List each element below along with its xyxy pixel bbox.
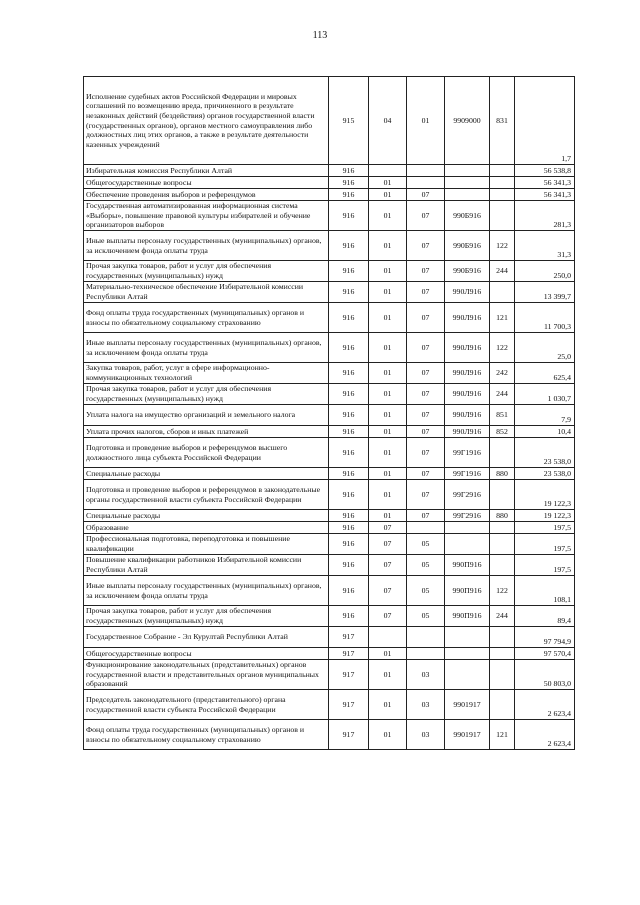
- row-rz: 01: [369, 363, 407, 384]
- row-vr: 852: [490, 426, 515, 438]
- row-pr: [407, 177, 445, 189]
- row-name: Уплата налога на имущество организаций и земельного налога: [84, 405, 329, 426]
- row-rz: 04: [369, 77, 407, 165]
- row-name: Специальные расходы: [84, 468, 329, 480]
- row-pr: 07: [407, 480, 445, 510]
- row-pr: 07: [407, 261, 445, 282]
- row-sum: 197,5: [515, 522, 575, 534]
- row-sum: 25,0: [515, 333, 575, 363]
- row-sum: 56 341,3: [515, 189, 575, 201]
- table-row: [84, 282, 575, 303]
- table-row: [84, 231, 575, 261]
- row-ved: 916: [329, 576, 369, 606]
- table-row: [84, 510, 575, 522]
- table-row: [84, 534, 575, 555]
- row-rz: 01: [369, 231, 407, 261]
- row-rz: 01: [369, 201, 407, 231]
- row-rz: 01: [369, 720, 407, 750]
- row-ved: 916: [329, 231, 369, 261]
- row-rz: 07: [369, 606, 407, 627]
- row-pr: 07: [407, 426, 445, 438]
- row-pr: [407, 165, 445, 177]
- row-name: Образование: [84, 522, 329, 534]
- table-row: [84, 720, 575, 750]
- row-csr: 9901917: [445, 690, 490, 720]
- row-vr: 244: [490, 261, 515, 282]
- row-ved: 916: [329, 165, 369, 177]
- row-ved: 917: [329, 720, 369, 750]
- row-sum: 197,5: [515, 555, 575, 576]
- table-row: [84, 660, 575, 690]
- row-csr: [445, 189, 490, 201]
- row-name: Специальные расходы: [84, 510, 329, 522]
- row-name: Материально-техническое обеспечение Избирательной комиссии Республики Алтай: [84, 282, 329, 303]
- row-csr: 99Г1916: [445, 438, 490, 468]
- table-row: [84, 77, 575, 165]
- row-ved: 916: [329, 480, 369, 510]
- row-rz: 01: [369, 405, 407, 426]
- row-ved: 916: [329, 282, 369, 303]
- row-rz: 07: [369, 576, 407, 606]
- row-pr: 07: [407, 405, 445, 426]
- row-pr: 07: [407, 282, 445, 303]
- row-rz: 07: [369, 555, 407, 576]
- row-pr: 07: [407, 384, 445, 405]
- row-pr: 05: [407, 576, 445, 606]
- row-sum: 108,1: [515, 576, 575, 606]
- row-sum: 2 623,4: [515, 720, 575, 750]
- row-sum: 7,9: [515, 405, 575, 426]
- row-vr: 851: [490, 405, 515, 426]
- row-name: Профессиональная подготовка, переподготовка и повышение квалификации: [84, 534, 329, 555]
- row-csr: 99Г2916: [445, 480, 490, 510]
- row-sum: 97 570,4: [515, 648, 575, 660]
- row-csr: [445, 627, 490, 648]
- row-sum: 19 122,3: [515, 510, 575, 522]
- row-csr: 99Г2916: [445, 510, 490, 522]
- row-rz: 01: [369, 261, 407, 282]
- row-ved: 916: [329, 363, 369, 384]
- row-name: Общегосударственные вопросы: [84, 648, 329, 660]
- row-pr: 07: [407, 333, 445, 363]
- row-vr: [490, 201, 515, 231]
- row-pr: 05: [407, 555, 445, 576]
- row-vr: 122: [490, 333, 515, 363]
- table-row: [84, 405, 575, 426]
- row-name: Общегосударственные вопросы: [84, 177, 329, 189]
- row-csr: 990Л916: [445, 333, 490, 363]
- row-pr: 01: [407, 77, 445, 165]
- table-row: [84, 303, 575, 333]
- row-sum: 89,4: [515, 606, 575, 627]
- row-vr: [490, 534, 515, 555]
- row-vr: 244: [490, 606, 515, 627]
- row-rz: 07: [369, 522, 407, 534]
- row-vr: [490, 189, 515, 201]
- row-csr: [445, 648, 490, 660]
- row-ved: 917: [329, 690, 369, 720]
- row-sum: 2 623,4: [515, 690, 575, 720]
- row-ved: 916: [329, 303, 369, 333]
- row-sum: 23 538,0: [515, 438, 575, 468]
- row-ved: 916: [329, 426, 369, 438]
- row-sum: 23 538,0: [515, 468, 575, 480]
- row-name: Иные выплаты персоналу государственных (муниципальных) органов, за исключением фонда оплаты труда: [84, 333, 329, 363]
- row-csr: 990Б916: [445, 231, 490, 261]
- row-rz: 01: [369, 282, 407, 303]
- table-row: [84, 333, 575, 363]
- row-rz: 01: [369, 438, 407, 468]
- row-pr: 05: [407, 534, 445, 555]
- row-name: Государственная автоматизированная информационная система «Выборы», повышение правовой культуры избирателей и обучение организаторов выборов: [84, 201, 329, 231]
- row-csr: 990П916: [445, 555, 490, 576]
- row-vr: 831: [490, 77, 515, 165]
- row-ved: 916: [329, 534, 369, 555]
- table-row: [84, 201, 575, 231]
- row-name: Подготовка и проведение выборов и референдумов высшего должностного лица субъекта Российской Федерации: [84, 438, 329, 468]
- row-rz: 01: [369, 303, 407, 333]
- row-ved: 917: [329, 627, 369, 648]
- row-name: Фонд оплаты труда государственных (муниципальных) органов и взносы по обязательному социальному страхованию: [84, 720, 329, 750]
- budget-table: [83, 76, 575, 750]
- row-csr: 990Л916: [445, 363, 490, 384]
- table-row: [84, 522, 575, 534]
- row-vr: [490, 438, 515, 468]
- row-rz: 01: [369, 384, 407, 405]
- row-pr: 07: [407, 510, 445, 522]
- row-csr: [445, 165, 490, 177]
- row-vr: 242: [490, 363, 515, 384]
- row-rz: 01: [369, 660, 407, 690]
- row-name: Уплата прочих налогов, сборов и иных платежей: [84, 426, 329, 438]
- row-ved: 917: [329, 660, 369, 690]
- table-row: [84, 426, 575, 438]
- table-row: [84, 384, 575, 405]
- row-vr: [490, 690, 515, 720]
- row-rz: 01: [369, 468, 407, 480]
- row-rz: 01: [369, 333, 407, 363]
- row-csr: 99Г1916: [445, 468, 490, 480]
- row-pr: 07: [407, 189, 445, 201]
- row-sum: 625,4: [515, 363, 575, 384]
- row-name: Повышение квалификации работников Избирательной комиссии Республики Алтай: [84, 555, 329, 576]
- row-csr: [445, 660, 490, 690]
- row-rz: 01: [369, 177, 407, 189]
- row-ved: 916: [329, 438, 369, 468]
- row-rz: 01: [369, 189, 407, 201]
- row-sum: 50 803,0: [515, 660, 575, 690]
- row-ved: 916: [329, 333, 369, 363]
- row-name: Председатель законодательного (представительного) органа государственной власти субъекта Российской Федерации: [84, 690, 329, 720]
- table-row: [84, 438, 575, 468]
- row-vr: 880: [490, 468, 515, 480]
- row-name: Прочая закупка товаров, работ и услуг для обеспечения государственных (муниципальных) нужд: [84, 261, 329, 282]
- row-vr: [490, 627, 515, 648]
- row-name: Государственное Собрание - Эл Курултай Республики Алтай: [84, 627, 329, 648]
- row-pr: [407, 648, 445, 660]
- row-sum: 11 700,3: [515, 303, 575, 333]
- row-rz: 01: [369, 510, 407, 522]
- row-csr: [445, 534, 490, 555]
- row-sum: 1 030,7: [515, 384, 575, 405]
- row-vr: [490, 177, 515, 189]
- row-vr: [490, 165, 515, 177]
- row-sum: 1,7: [515, 77, 575, 165]
- row-name: Подготовка и проведение выборов и референдумов в законодательные органы государственной власти субъекта Российской Федерации: [84, 480, 329, 510]
- row-vr: [490, 522, 515, 534]
- row-csr: 990Б916: [445, 201, 490, 231]
- row-csr: 9909000: [445, 77, 490, 165]
- row-ved: 916: [329, 606, 369, 627]
- row-ved: 916: [329, 468, 369, 480]
- row-name: Прочая закупка товаров, работ и услуг для обеспечения государственных (муниципальных) нужд: [84, 606, 329, 627]
- table-row: [84, 606, 575, 627]
- row-csr: [445, 177, 490, 189]
- row-sum: 250,0: [515, 261, 575, 282]
- row-ved: 916: [329, 201, 369, 231]
- row-name: Обеспечение проведения выборов и референдумов: [84, 189, 329, 201]
- row-vr: 121: [490, 720, 515, 750]
- row-sum: 197,5: [515, 534, 575, 555]
- table-row: [84, 480, 575, 510]
- table-row: [84, 648, 575, 660]
- row-rz: 01: [369, 426, 407, 438]
- table-row: [84, 363, 575, 384]
- row-rz: 01: [369, 480, 407, 510]
- row-pr: 07: [407, 201, 445, 231]
- row-sum: 56 341,3: [515, 177, 575, 189]
- row-ved: 916: [329, 405, 369, 426]
- table-row: [84, 177, 575, 189]
- row-ved: 916: [329, 555, 369, 576]
- table-row: [84, 627, 575, 648]
- row-rz: 07: [369, 534, 407, 555]
- row-vr: [490, 648, 515, 660]
- row-vr: 122: [490, 231, 515, 261]
- row-rz: 01: [369, 648, 407, 660]
- row-name: Иные выплаты персоналу государственных (муниципальных) органов, за исключением фонда оплаты труда: [84, 576, 329, 606]
- row-vr: [490, 282, 515, 303]
- row-pr: 03: [407, 660, 445, 690]
- row-vr: 244: [490, 384, 515, 405]
- row-name: Функционирование законодательных (представительных) органов государственной власти и представительных органов муниципальных образований: [84, 660, 329, 690]
- row-csr: 990Л916: [445, 405, 490, 426]
- row-sum: 19 122,3: [515, 480, 575, 510]
- table-row: [84, 690, 575, 720]
- row-pr: 03: [407, 720, 445, 750]
- row-vr: [490, 660, 515, 690]
- table-row: [84, 576, 575, 606]
- row-name: Прочая закупка товаров, работ и услуг для обеспечения государственных (муниципальных) нужд: [84, 384, 329, 405]
- row-rz: [369, 627, 407, 648]
- table-row: [84, 261, 575, 282]
- row-csr: 990Л916: [445, 384, 490, 405]
- row-csr: [445, 522, 490, 534]
- row-name: Иные выплаты персоналу государственных (муниципальных) органов, за исключением фонда оплаты труда: [84, 231, 329, 261]
- row-ved: 916: [329, 189, 369, 201]
- table-row: [84, 189, 575, 201]
- row-pr: [407, 522, 445, 534]
- row-csr: 9901917: [445, 720, 490, 750]
- row-pr: 07: [407, 438, 445, 468]
- row-pr: 07: [407, 231, 445, 261]
- row-ved: 917: [329, 648, 369, 660]
- table-row: [84, 555, 575, 576]
- row-vr: 121: [490, 303, 515, 333]
- row-pr: [407, 627, 445, 648]
- row-csr: 990Л916: [445, 426, 490, 438]
- row-pr: 03: [407, 690, 445, 720]
- row-sum: 281,3: [515, 201, 575, 231]
- row-vr: [490, 555, 515, 576]
- row-csr: 990Л916: [445, 303, 490, 333]
- row-ved: 915: [329, 77, 369, 165]
- row-ved: 916: [329, 177, 369, 189]
- row-csr: 990Л916: [445, 282, 490, 303]
- row-csr: 990П916: [445, 606, 490, 627]
- row-sum: 97 794,9: [515, 627, 575, 648]
- row-sum: 10,4: [515, 426, 575, 438]
- table-row: [84, 165, 575, 177]
- row-name: Фонд оплаты труда государственных (муниципальных) органов и взносы по обязательному социальному страхованию: [84, 303, 329, 333]
- table-row: [84, 468, 575, 480]
- row-rz: [369, 165, 407, 177]
- row-ved: 916: [329, 510, 369, 522]
- page-number: 113: [312, 30, 328, 41]
- row-pr: 07: [407, 303, 445, 333]
- row-name: Исполнение судебных актов Российской Федерации и мировых соглашений по возмещению вреда, причиненного в результате незаконных действий (бездействия) органов государственной власти (государственных органов), органов местного самоуправления либо должностных лиц этих органов, а также в результате деятельности казенных учреждений: [84, 77, 329, 165]
- row-pr: 07: [407, 363, 445, 384]
- row-vr: [490, 480, 515, 510]
- row-sum: 56 538,8: [515, 165, 575, 177]
- row-rz: 01: [369, 690, 407, 720]
- row-ved: 916: [329, 384, 369, 405]
- row-name: Избирательная комиссия Республики Алтай: [84, 165, 329, 177]
- row-ved: 916: [329, 522, 369, 534]
- row-pr: 05: [407, 606, 445, 627]
- row-sum: 13 399,7: [515, 282, 575, 303]
- row-pr: 07: [407, 468, 445, 480]
- row-ved: 916: [329, 261, 369, 282]
- row-sum: 31,3: [515, 231, 575, 261]
- row-name: Закупка товаров, работ, услуг в сфере информационно-коммуникационных технологий: [84, 363, 329, 384]
- row-csr: 990П916: [445, 576, 490, 606]
- row-vr: 880: [490, 510, 515, 522]
- row-vr: 122: [490, 576, 515, 606]
- row-csr: 990Б916: [445, 261, 490, 282]
